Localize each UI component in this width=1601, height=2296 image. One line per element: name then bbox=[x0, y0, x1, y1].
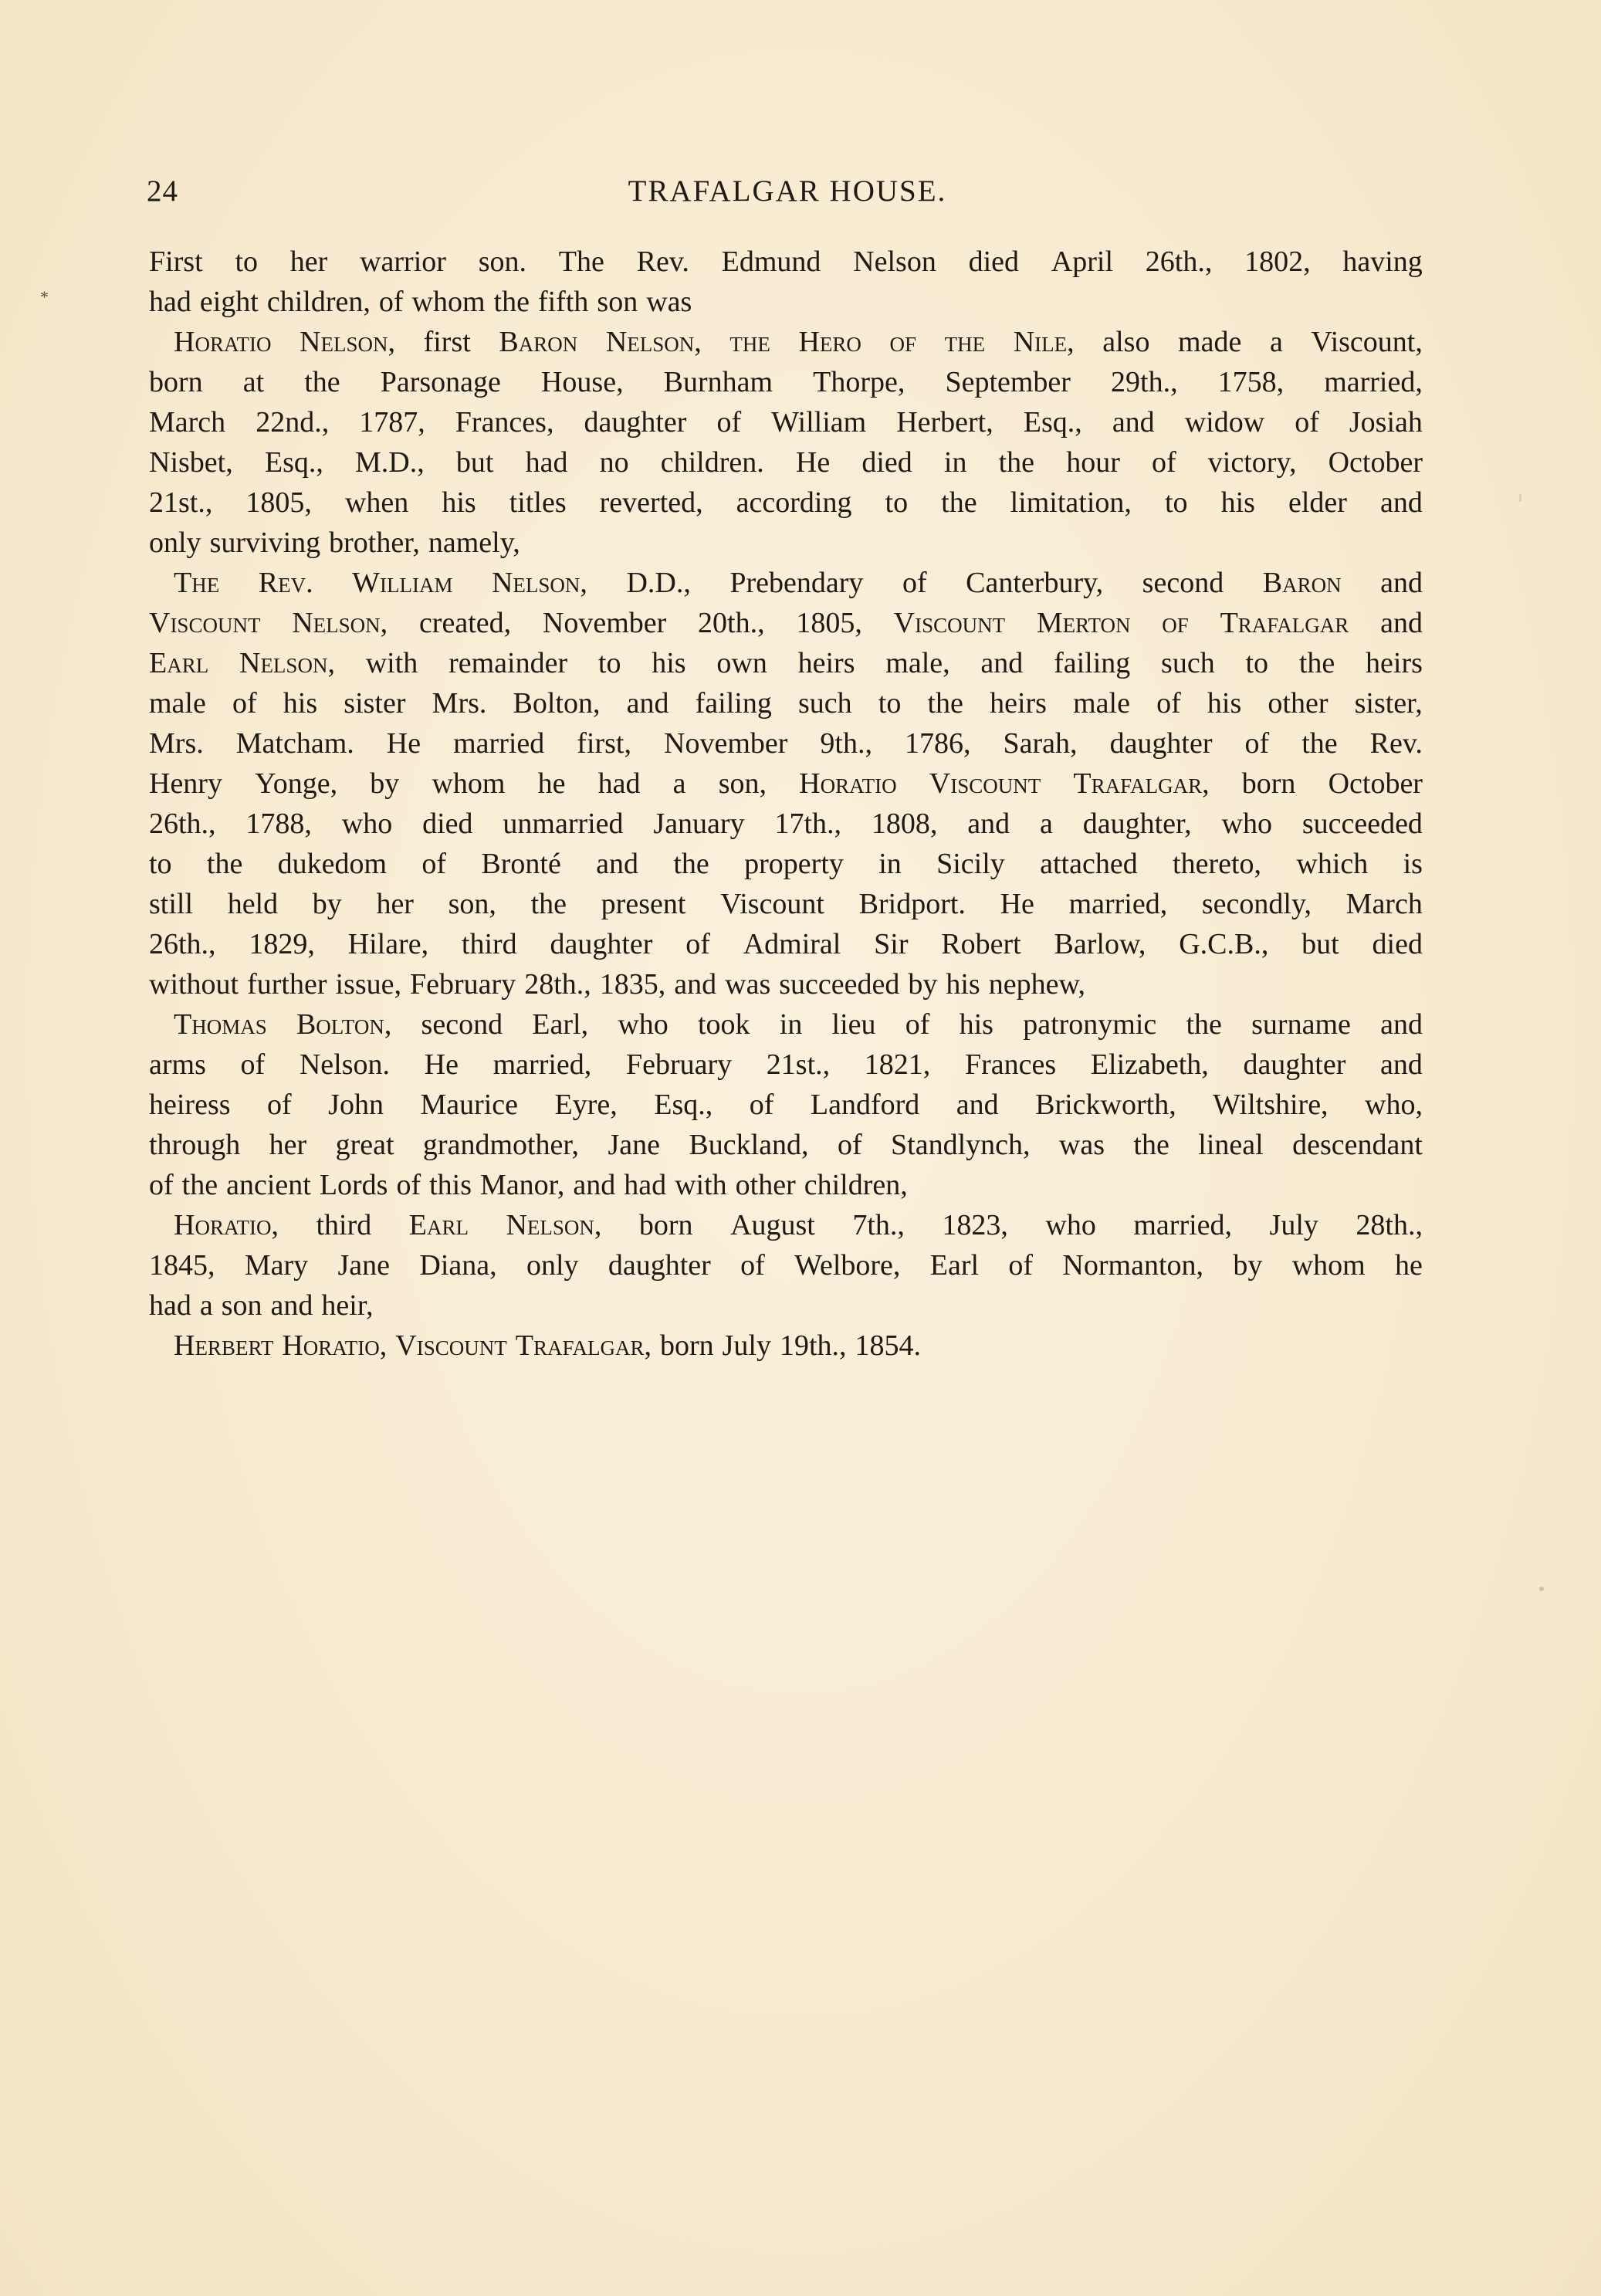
text-line-12: male of his sister Mrs. Bolton, and failing such to the heirs male of his other sister, bbox=[149, 687, 1423, 720]
body-text bbox=[149, 242, 1423, 1366]
foxing-spot bbox=[1519, 494, 1521, 502]
text-line-8: only surviving brother, namely, bbox=[149, 527, 520, 559]
text-line-3: Horatio Nelson, first Baron Nelson, the Hero of the Nile, also made a Viscount, bbox=[174, 326, 1423, 358]
text-line-15: 26th., 1788, who died unmarried January 17th., 1808, and a daughter, who succeeded bbox=[149, 808, 1423, 840]
text-line-19: without further issue, February 28th., 1835, and was succeeded by his nephew, bbox=[149, 968, 1085, 1001]
text-line-6: Nisbet, Esq., M.D., but had no children. He died in the hour of victory, October bbox=[149, 446, 1423, 479]
text-line-10: Viscount Nelson, created, November 20th., 1805, Viscount Merton of Trafalgar and bbox=[149, 607, 1423, 639]
foxing-spot bbox=[1539, 1587, 1544, 1591]
text-line-5: March 22nd., 1787, Frances, daughter of William Herbert, Esq., and widow of Josiah bbox=[149, 406, 1423, 439]
running-title: TRAFALGAR HOUSE. bbox=[628, 174, 947, 208]
text-line-18: 26th., 1829, Hilare, third daughter of Admiral Sir Robert Barlow, G.C.B., but died bbox=[149, 928, 1423, 960]
margin-mark: * bbox=[40, 287, 49, 306]
text-line-22: heiress of John Maurice Eyre, Esq., of Landford and Brickworth, Wiltshire, who, bbox=[149, 1089, 1423, 1121]
page-number: 24 bbox=[147, 174, 178, 208]
text-line-11: Earl Nelson, with remainder to his own heirs male, and failing such to the heirs bbox=[149, 647, 1423, 679]
text-line-21: arms of Nelson. He married, February 21st., 1821, Frances Elizabeth, daughter and bbox=[149, 1048, 1423, 1081]
text-line-2: had eight children, of whom the fifth son was bbox=[149, 286, 692, 318]
text-line-7: 21st., 1805, when his titles reverted, according to the limitation, to his elder and bbox=[149, 486, 1423, 519]
text-line-1: First to her warrior son. The Rev. Edmund Nelson died April 26th., 1802, having bbox=[149, 246, 1423, 278]
text-line-25: Horatio, third Earl Nelson, born August 7th., 1823, who married, July 28th., bbox=[174, 1209, 1423, 1241]
text-line-16: to the dukedom of Bronté and the property in Sicily attached thereto, which is bbox=[149, 848, 1423, 880]
text-line-28: Herbert Horatio, Viscount Trafalgar, born July 19th., 1854. bbox=[174, 1329, 922, 1362]
text-line-14: Henry Yonge, by whom he had a son, Horatio Viscount Trafalgar, born October bbox=[149, 767, 1423, 800]
text-line-20: Thomas Bolton, second Earl, who took in lieu of his patronymic the surname and bbox=[174, 1008, 1423, 1041]
text-line-24: of the ancient Lords of this Manor, and had with other children, bbox=[149, 1169, 908, 1201]
text-line-27: had a son and heir, bbox=[149, 1289, 374, 1322]
text-line-9: The Rev. William Nelson, D.D., Prebendary of Canterbury, second Baron and bbox=[174, 567, 1423, 599]
text-line-4: born at the Parsonage House, Burnham Thorpe, September 29th., 1758, married, bbox=[149, 366, 1423, 398]
running-head bbox=[147, 168, 1428, 215]
text-line-26: 1845, Mary Jane Diana, only daughter of Welbore, Earl of Normanton, by whom he bbox=[149, 1249, 1423, 1282]
text-line-13: Mrs. Matcham. He married first, November 9th., 1786, Sarah, daughter of the Rev. bbox=[149, 727, 1423, 760]
text-line-23: through her great grandmother, Jane Buckland, of Standlynch, was the lineal descendant bbox=[149, 1129, 1423, 1161]
text-line-17: still held by her son, the present Viscount Bridport. He married, secondly, March bbox=[149, 888, 1423, 920]
